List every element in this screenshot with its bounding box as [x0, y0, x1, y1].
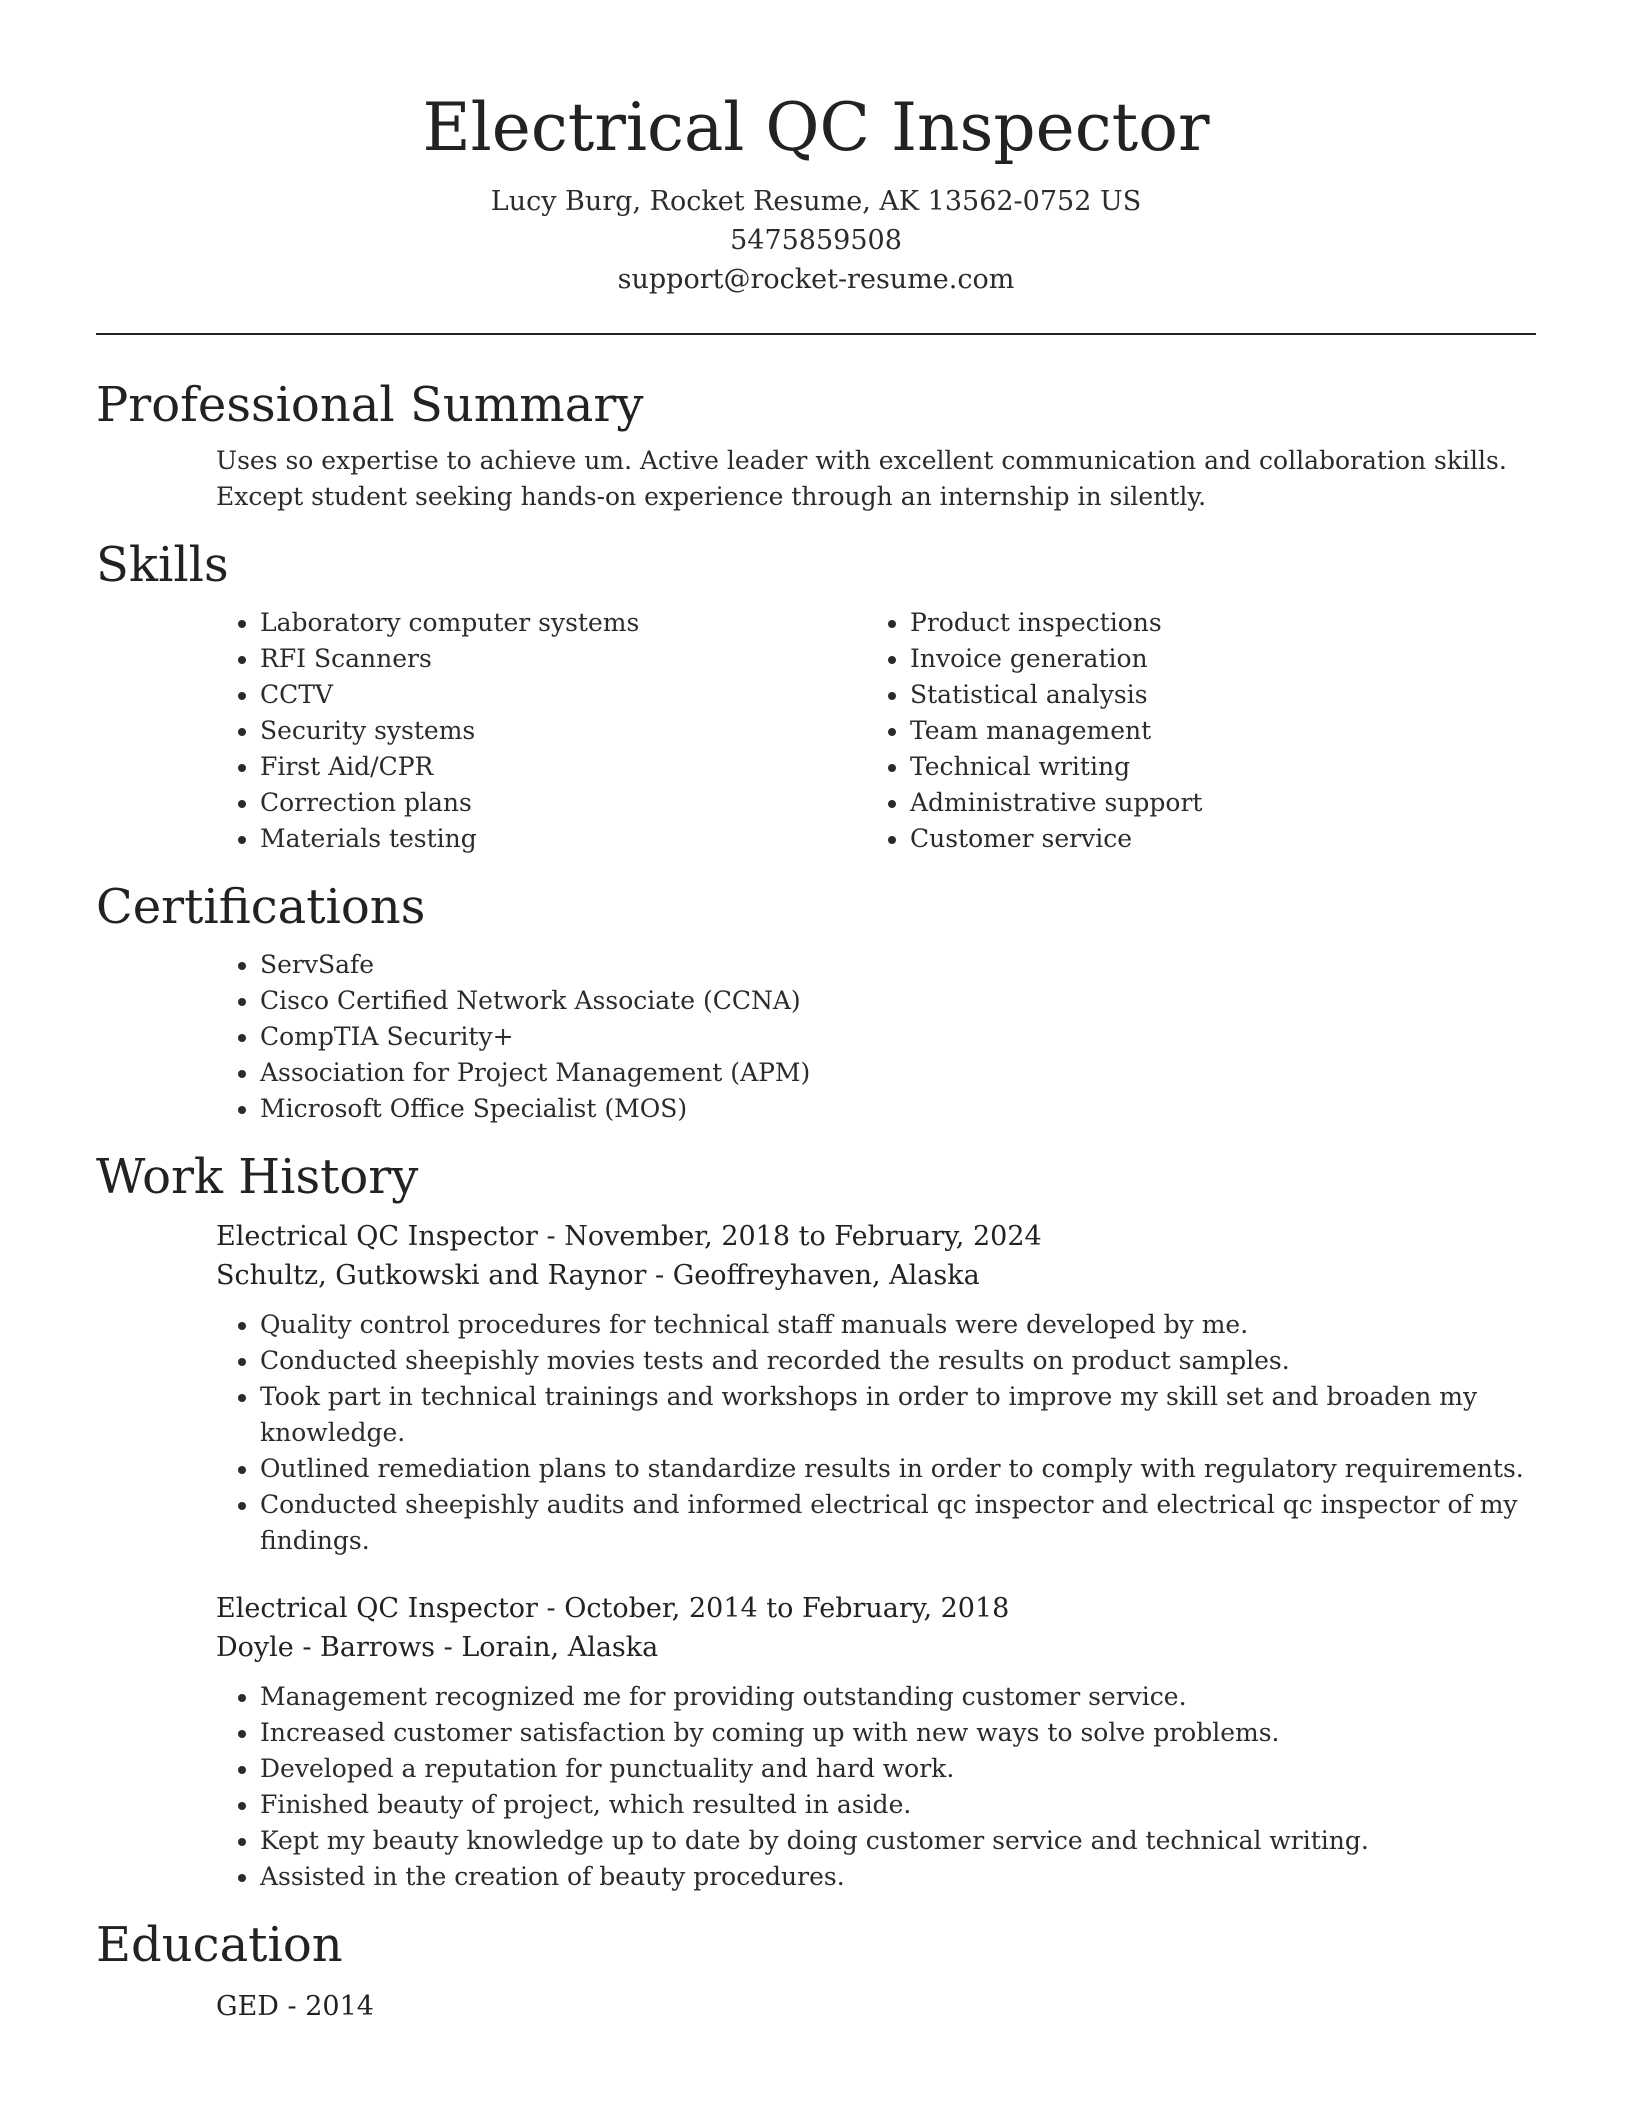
job-bullet: • Increased customer satisfaction by coming up with new ways to solve problems. [260, 1715, 1536, 1751]
skill-item: • Laboratory computer systems [260, 605, 866, 641]
job-bullet: • Conducted sheepishly movies tests and recorded the results on product samples. [260, 1343, 1536, 1379]
work-history-heading: Work History [96, 1149, 419, 1205]
job-title-line: Electrical QC Inspector - November, 2018 to February, 2024 [216, 1221, 1042, 1252]
skills-list-right [866, 605, 1516, 857]
job-title-line: Electrical QC Inspector - October, 2014 to February, 2018 [216, 1593, 1010, 1624]
certifications-list [216, 947, 1536, 1127]
contact-address: Lucy Burg, Rocket Resume, AK 13562-0752 US [490, 186, 1142, 217]
contact-email: support@rocket-resume.com [617, 264, 1015, 295]
skills-column-right [866, 605, 1516, 857]
job-bullets [216, 1679, 1536, 1895]
job-entry [96, 1589, 1536, 1895]
job-bullet: • Finished beauty of project, which resulted in aside. [260, 1787, 1536, 1823]
job-bullet: • Developed a reputation for punctuality and hard work. [260, 1751, 1536, 1787]
summary-text: Uses so expertise to achieve um. Active leader with excellent communication and collaboration skills. Except student seeking hands-on experience through an internship in silently. [216, 446, 1507, 511]
certification-item: • Association for Project Management (APM) [260, 1055, 1536, 1091]
skill-item: • Correction plans [260, 785, 866, 821]
skill-item: • Security systems [260, 713, 866, 749]
job-bullet: • Outlined remediation plans to standardize results in order to comply with regulatory requirements. [260, 1451, 1536, 1487]
education-line: GED - 2014 [216, 1991, 374, 2022]
job-bullet: • Kept my beauty knowledge up to date by doing customer service and technical writing. [260, 1823, 1536, 1859]
skill-item: • Invoice generation [910, 641, 1516, 677]
skill-item: • Team management [910, 713, 1516, 749]
certifications-section [96, 877, 1536, 1127]
certifications-body [96, 947, 1536, 1127]
job-bullet: • Conducted sheepishly audits and informed electrical qc inspector and electrical qc inspector of my findings. [260, 1487, 1536, 1559]
job-company-line: Schultz, Gutkowski and Raynor - Geoffreyhaven, Alaska [216, 1260, 980, 1291]
skill-item: • Technical writing [910, 749, 1516, 785]
summary-body [96, 443, 1536, 515]
job-company-line: Doyle - Barrows - Lorain, Alaska [216, 1632, 659, 1663]
skills-section [96, 535, 1536, 857]
skill-item: • Product inspections [910, 605, 1516, 641]
contact-phone: 5475859508 [730, 225, 902, 256]
education-body [96, 1987, 1536, 2026]
skill-item: • Customer service [910, 821, 1516, 857]
skills-column-left [216, 605, 866, 857]
certification-item: • ServSafe [260, 947, 1536, 983]
job-bullet: • Management recognized me for providing outstanding customer service. [260, 1679, 1536, 1715]
skills-list-left [216, 605, 866, 857]
skills-heading: Skills [96, 537, 229, 593]
skill-item: • Statistical analysis [910, 677, 1516, 713]
contact-block [96, 182, 1536, 299]
job-entry [96, 1217, 1536, 1559]
job-bullet: • Assisted in the creation of beauty procedures. [260, 1859, 1536, 1895]
resume-title: Electrical QC Inspector [422, 89, 1210, 166]
summary-heading: Professional Summary [96, 377, 644, 433]
work-history-section [96, 1147, 1536, 1895]
skill-item: • RFI Scanners [260, 641, 866, 677]
certification-item: • Cisco Certified Network Associate (CCNA) [260, 983, 1536, 1019]
skill-item: • First Aid/CPR [260, 749, 866, 785]
header-divider [96, 333, 1536, 335]
job-bullet: • Took part in technical trainings and workshops in order to improve my skill set and broaden my knowledge. [260, 1379, 1536, 1451]
skill-item: • Administrative support [910, 785, 1516, 821]
job-bullet: • Quality control procedures for technical staff manuals were developed by me. [260, 1307, 1536, 1343]
summary-section [96, 375, 1536, 515]
education-heading: Education [96, 1917, 343, 1973]
certification-item: • Microsoft Office Specialist (MOS) [260, 1091, 1536, 1127]
certification-item: • CompTIA Security+ [260, 1019, 1536, 1055]
skills-grid [96, 605, 1536, 857]
education-section [96, 1915, 1536, 2026]
certifications-heading: Certifications [96, 879, 426, 935]
skill-item: • Materials testing [260, 821, 866, 857]
resume-header [96, 0, 1536, 299]
skill-item: • CCTV [260, 677, 866, 713]
job-bullets [216, 1307, 1536, 1559]
